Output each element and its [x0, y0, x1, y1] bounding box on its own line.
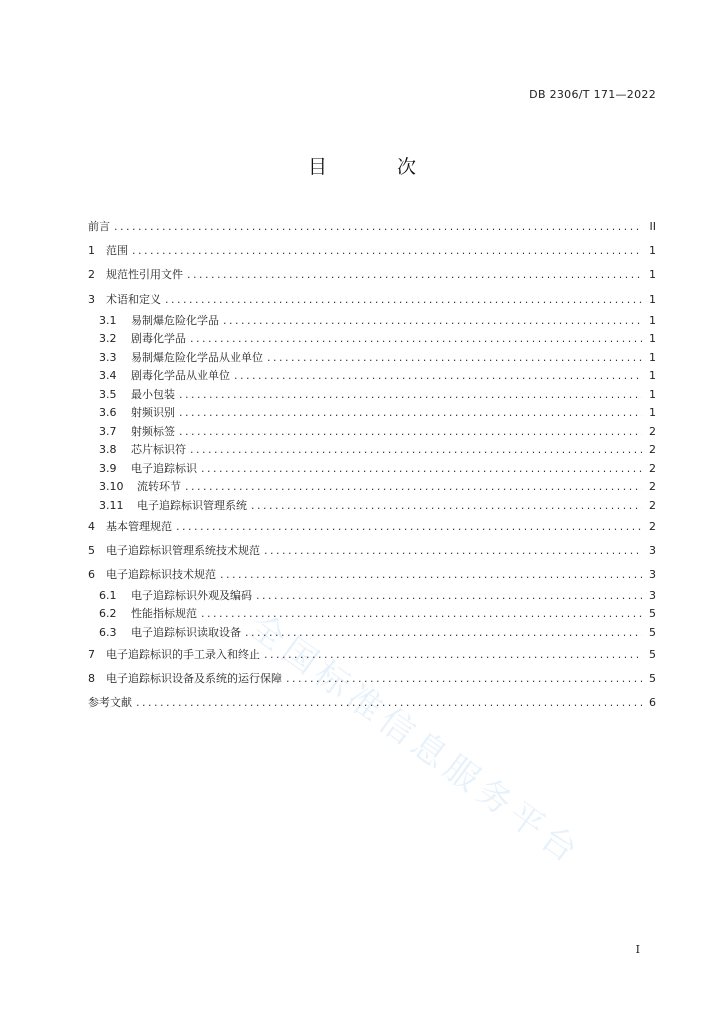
toc-label: 性能指标规范 — [131, 607, 197, 620]
toc-number: 3.8 — [99, 443, 117, 456]
toc-leader — [187, 268, 642, 281]
toc-label: 易制爆危险化学品从业单位 — [131, 351, 263, 364]
toc-entry-references[interactable] — [88, 694, 656, 712]
toc-page: 5 — [649, 626, 656, 639]
toc-entry-sub[interactable] — [99, 478, 656, 496]
toc-entry-sub[interactable] — [99, 330, 656, 348]
toc-label: 前言 — [88, 220, 110, 233]
toc-page: 1 — [649, 244, 656, 257]
toc-leader — [286, 672, 642, 685]
toc-page: 2 — [649, 480, 656, 493]
toc-page: 5 — [649, 607, 656, 620]
toc-leader — [190, 332, 642, 345]
toc-number: 6.2 — [99, 607, 117, 620]
toc-leader — [132, 244, 642, 257]
toc-label: 最小包装 — [131, 388, 175, 401]
toc-entry-sub[interactable] — [99, 587, 656, 605]
toc-leader — [179, 406, 642, 419]
toc-entry[interactable] — [88, 518, 656, 536]
toc-leader — [264, 648, 642, 661]
toc-entry-sub[interactable] — [99, 349, 656, 367]
toc-entry-sub[interactable] — [99, 624, 656, 642]
toc-label: 电子追踪标识外观及编码 — [131, 589, 252, 602]
toc-number: 3 — [88, 293, 95, 306]
toc-label: 基本管理规范 — [106, 520, 172, 533]
toc-number: 8 — [88, 672, 95, 685]
toc-label: 参考文献 — [88, 696, 132, 709]
toc-page: 1 — [649, 268, 656, 281]
toc-page: 1 — [649, 406, 656, 419]
toc-number: 3.2 — [99, 332, 117, 345]
toc-page: II — [649, 220, 656, 233]
toc-page: 1 — [649, 351, 656, 364]
toc-label: 电子追踪标识的手工录入和终止 — [106, 648, 260, 661]
toc-page: 3 — [649, 568, 656, 581]
toc-number: 6.3 — [99, 626, 117, 639]
toc-number: 3.10 — [99, 480, 124, 493]
toc-label: 电子追踪标识读取设备 — [131, 626, 241, 639]
toc-entry-sub[interactable] — [99, 497, 656, 515]
toc-entry[interactable] — [88, 542, 656, 560]
toc-label: 易制爆危险化学品 — [131, 314, 219, 327]
toc-entry-sub[interactable] — [99, 441, 656, 459]
toc-leader — [234, 369, 642, 382]
toc-page: 3 — [649, 589, 656, 602]
toc-label: 剧毒化学品 — [131, 332, 186, 345]
toc-leader — [251, 499, 642, 512]
page-title: 目 次 — [307, 156, 449, 178]
toc-label: 规范性引用文件 — [106, 268, 183, 281]
toc-label: 电子追踪标识管理系统技术规范 — [106, 544, 260, 557]
toc-entry[interactable] — [88, 566, 656, 584]
toc-number: 3.3 — [99, 351, 117, 364]
toc-number: 6.1 — [99, 589, 117, 602]
toc-number: 2 — [88, 268, 95, 281]
toc-leader — [267, 351, 642, 364]
toc-entry[interactable] — [88, 646, 656, 664]
toc-entry-sub[interactable] — [99, 404, 656, 422]
toc-leader — [185, 480, 642, 493]
toc-leader — [201, 462, 642, 475]
toc-label: 剧毒化学品从业单位 — [131, 369, 230, 382]
toc-page: 2 — [649, 520, 656, 533]
toc-leader — [201, 607, 642, 620]
toc-number: 3.4 — [99, 369, 117, 382]
toc-entry[interactable] — [88, 242, 656, 260]
standard-code: DB 2306/T 171—2022 — [529, 88, 656, 101]
toc-page: 1 — [649, 314, 656, 327]
toc-number: 4 — [88, 520, 95, 533]
toc-leader — [165, 293, 642, 306]
toc-page: 2 — [649, 425, 656, 438]
toc-label: 电子追踪标识技术规范 — [106, 568, 216, 581]
toc-number: 1 — [88, 244, 95, 257]
toc-entry[interactable] — [88, 670, 656, 688]
toc-number: 6 — [88, 568, 95, 581]
toc-label: 范围 — [106, 244, 128, 257]
toc-number: 3.1 — [99, 314, 117, 327]
toc-number: 3.6 — [99, 406, 117, 419]
toc-label: 射频识别 — [131, 406, 175, 419]
toc-label: 术语和定义 — [106, 293, 161, 306]
toc-page: 1 — [649, 388, 656, 401]
toc-leader — [179, 388, 642, 401]
toc-page: 2 — [649, 462, 656, 475]
toc-page: 1 — [649, 293, 656, 306]
toc-number: 3.11 — [99, 499, 124, 512]
toc-page: 5 — [649, 672, 656, 685]
toc-entry-sub[interactable] — [99, 367, 656, 385]
toc-number: 7 — [88, 648, 95, 661]
toc-entry-sub[interactable] — [99, 312, 656, 330]
toc-entry-sub[interactable] — [99, 386, 656, 404]
toc-leader — [256, 589, 642, 602]
toc-entry-sub[interactable] — [99, 460, 656, 478]
toc-entry[interactable] — [88, 291, 656, 309]
toc-entry[interactable] — [88, 266, 656, 284]
toc-number: 3.9 — [99, 462, 117, 475]
toc-leader — [264, 544, 642, 557]
toc-entry-foreword[interactable] — [88, 218, 656, 236]
toc-leader — [190, 443, 642, 456]
toc-leader — [136, 696, 642, 709]
toc-page: 3 — [649, 544, 656, 557]
watermark: 全国标准信息服务平台 — [241, 606, 589, 874]
toc-number: 3.7 — [99, 425, 117, 438]
toc-leader — [220, 568, 642, 581]
toc-leader — [176, 520, 642, 533]
toc-label: 电子追踪标识设备及系统的运行保障 — [106, 672, 282, 685]
toc-leader — [114, 220, 642, 233]
toc-label: 芯片标识符 — [131, 443, 186, 456]
toc-entry-sub[interactable] — [99, 423, 656, 441]
toc-page: 1 — [649, 369, 656, 382]
toc-number: 3.5 — [99, 388, 117, 401]
toc-page: 5 — [649, 648, 656, 661]
toc-label: 流转环节 — [137, 480, 181, 493]
toc-label: 电子追踪标识 — [131, 462, 197, 475]
toc-page: 6 — [649, 696, 656, 709]
page-number: I — [635, 943, 640, 956]
toc-leader — [223, 314, 642, 327]
toc-page: 2 — [649, 443, 656, 456]
toc-leader — [179, 425, 642, 438]
toc-leader — [245, 626, 642, 639]
toc-entry-sub[interactable] — [99, 605, 656, 623]
toc-page: 2 — [649, 499, 656, 512]
toc-page: 1 — [649, 332, 656, 345]
toc-label: 射频标签 — [131, 425, 175, 438]
toc-number: 5 — [88, 544, 95, 557]
toc-label: 电子追踪标识管理系统 — [137, 499, 247, 512]
